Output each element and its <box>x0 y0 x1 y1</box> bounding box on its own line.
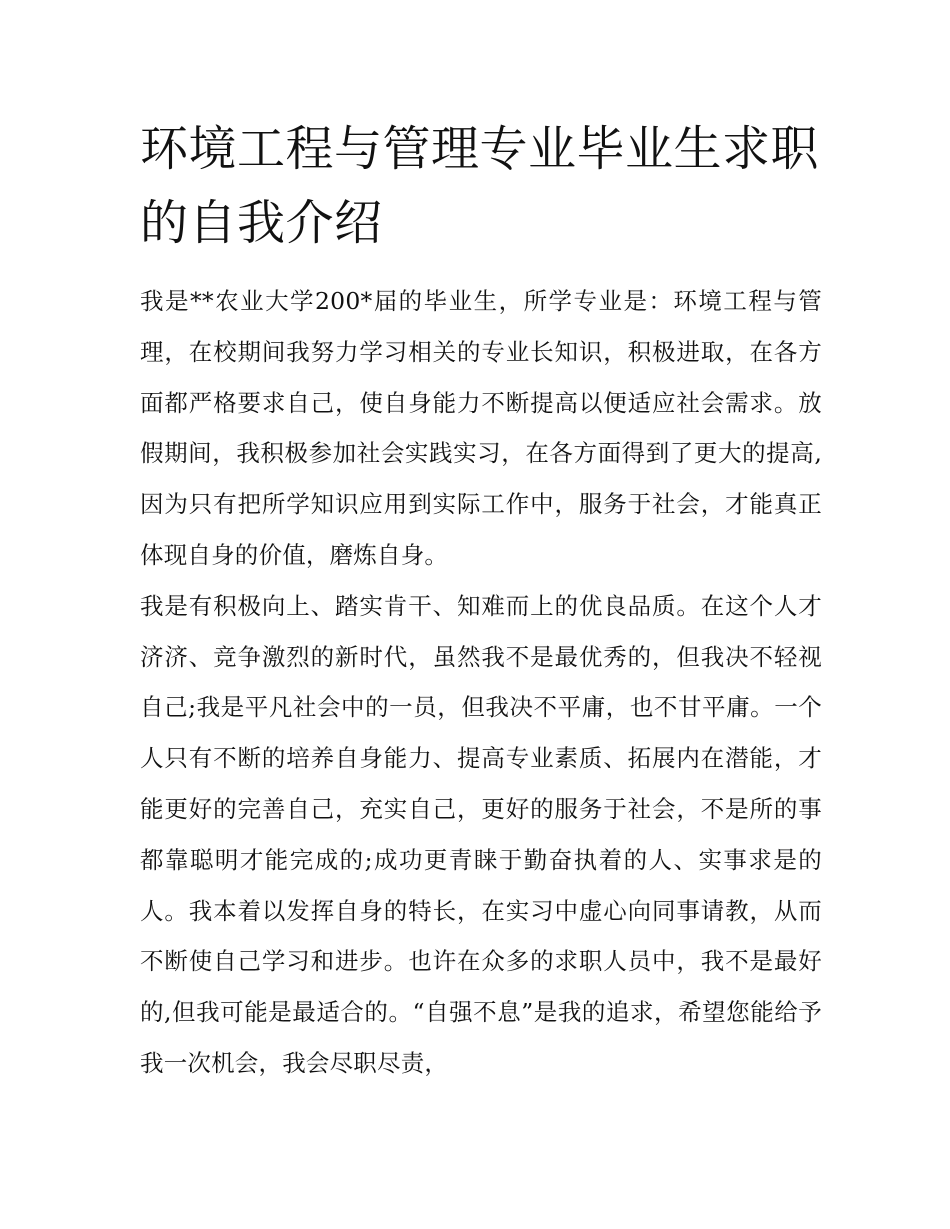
document-body <box>140 276 822 1089</box>
document-title: 环境工程与管理专业毕业生求职的自我介绍 <box>140 121 820 251</box>
body-paragraph-2: 我是有积极向上、踏实肯干、知难而上的优良品质。在这个人才济济、竞争激烈的新时代，虽然我不是最优秀的，但我决不轻视自己;我是平凡社会中的一员，但我决不平庸，也不甘平庸。一个人只有不断的培养自身能力、提高专业素质、拓展内在潜能，才能更好的完善自己，充实自己，更好的服务于社会，不是所的事都靠聪明才能完成的;成功更青睐于勤奋执着的人、实事求是的人。我本着以发挥自身的特长，在实习中虚心向同事请教，从而不断使自己学习和进步。也许在众多的求职人员中，我不是最好的,但我可能是最适合的。“自强不息”是我的追求，希望您能给予我一次机会，我会尽职尽责， <box>140 591 822 1077</box>
body-paragraph-1: 我是**农业大学200*届的毕业生，所学专业是：环境工程与管理，在校期间我努力学习相关的专业长知识，积极进取，在各方面都严格要求自己，使自身能力不断提高以便适应社会需求。放假期间，我积极参加社会实践实习，在各方面得到了更大的提高,因为只有把所学知识应用到实际工作中，服务于社会，才能真正体现自身的价值，磨炼自身。 <box>140 287 822 569</box>
